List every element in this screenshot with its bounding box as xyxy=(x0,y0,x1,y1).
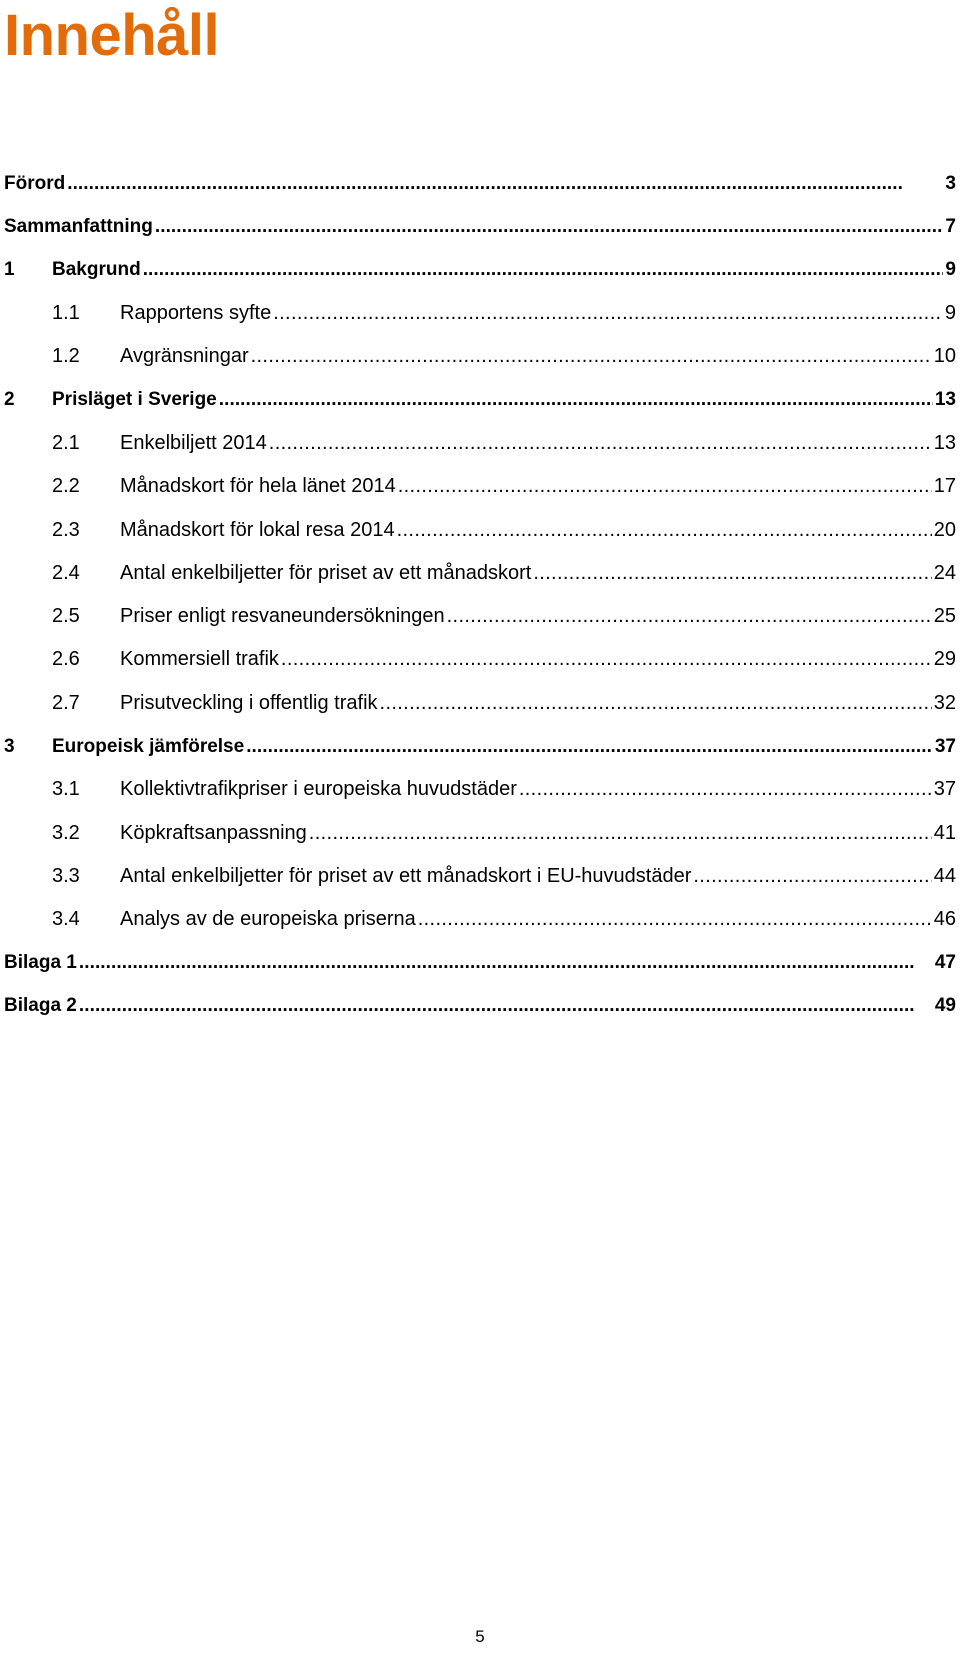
toc-entry-page: 9 xyxy=(945,259,956,281)
toc-entry-title: Bilaga 2 xyxy=(4,995,77,1017)
toc-entry-page: 13 xyxy=(933,431,956,454)
toc-entry-page: 9 xyxy=(944,302,956,325)
toc-entry-page: 46 xyxy=(933,908,956,931)
toc-entry-title: Antal enkelbiljetter för priset av ett månadskort i EU-huvudstäder xyxy=(120,864,692,887)
page-title: Innehåll xyxy=(4,3,220,68)
toc-entry-number: 3 xyxy=(4,735,15,757)
toc-entry-title: Prisläget i Sverige xyxy=(52,389,217,411)
toc-entry-page: 20 xyxy=(933,518,956,541)
toc-entry[interactable] xyxy=(4,292,956,335)
toc-dot-leader xyxy=(79,952,933,974)
toc-entry[interactable] xyxy=(4,855,956,898)
toc-entry-page: 32 xyxy=(933,691,956,714)
toc-entry-page: 25 xyxy=(933,605,956,628)
toc-entry-title: Analys av de europeiska priserna xyxy=(120,908,416,931)
toc-entry-number: 3.4 xyxy=(52,908,80,931)
toc-entry-title: Avgränsningar xyxy=(120,345,249,368)
toc-entry-number: 2.5 xyxy=(52,605,80,628)
toc-entry-title: Europeisk jämförelse xyxy=(52,735,245,757)
toc-dot-leader xyxy=(533,562,931,585)
toc-entry-number: 2 xyxy=(4,389,15,411)
toc-entry-page: 3 xyxy=(945,172,956,194)
toc-dot-leader xyxy=(246,736,933,758)
toc-entry-number: 2.1 xyxy=(52,431,80,454)
toc-entry[interactable] xyxy=(4,552,956,595)
toc-entry[interactable] xyxy=(4,638,956,681)
toc-dot-leader xyxy=(269,432,932,455)
toc-entry[interactable] xyxy=(4,682,956,725)
toc-entry[interactable] xyxy=(4,898,956,941)
toc-entry-page: 24 xyxy=(933,561,956,584)
toc-entry-title: Köpkraftsanpassning xyxy=(120,821,307,844)
toc-entry[interactable] xyxy=(4,768,956,811)
toc-entry-number: 1.2 xyxy=(52,345,80,368)
toc-entry-page: 29 xyxy=(933,648,956,671)
toc-entry-number: 2.6 xyxy=(52,648,80,671)
toc-entry-page: 7 xyxy=(945,215,956,237)
toc-entry[interactable] xyxy=(4,941,956,984)
toc-entry-page: 44 xyxy=(933,864,956,887)
toc-dot-leader xyxy=(397,519,932,542)
toc-entry[interactable] xyxy=(4,422,956,465)
toc-entry[interactable] xyxy=(4,162,956,205)
toc-entry-title: Månadskort för lokal resa 2014 xyxy=(120,518,395,541)
toc-entry[interactable] xyxy=(4,335,956,378)
toc-dot-leader xyxy=(398,475,932,498)
toc-entry-page: 41 xyxy=(933,821,956,844)
toc-entry-title: Antal enkelbiljetter för priset av ett månadskort xyxy=(120,561,532,584)
toc-entry-title: Kollektivtrafikpriser i europeiska huvudstäder xyxy=(120,778,517,801)
toc-entry-title: Rapportens syfte xyxy=(120,302,272,325)
toc-entry-title: Prisutveckling i offentlig trafik xyxy=(120,691,378,714)
toc-dot-leader xyxy=(79,995,933,1017)
table-of-contents xyxy=(4,162,956,1028)
toc-entry-page: 13 xyxy=(934,389,956,411)
toc-dot-leader xyxy=(143,259,944,281)
toc-entry-page: 17 xyxy=(933,475,956,498)
toc-entry-page: 49 xyxy=(934,995,956,1017)
toc-entry[interactable] xyxy=(4,811,956,854)
toc-entry-number: 1 xyxy=(4,259,15,281)
toc-entry-number: 2.4 xyxy=(52,561,80,584)
toc-entry[interactable] xyxy=(4,249,956,292)
toc-dot-leader xyxy=(281,648,932,671)
toc-dot-leader xyxy=(273,302,943,325)
toc-entry-number: 2.2 xyxy=(52,475,80,498)
toc-dot-leader xyxy=(519,778,932,801)
toc-entry[interactable] xyxy=(4,378,956,421)
toc-entry-title: Kommersiell trafik xyxy=(120,648,279,671)
toc-dot-leader xyxy=(219,389,933,411)
toc-dot-leader xyxy=(251,345,932,368)
page-number: 5 xyxy=(475,1627,485,1646)
toc-entry[interactable] xyxy=(4,508,956,551)
toc-entry[interactable] xyxy=(4,725,956,768)
toc-entry-title: Bakgrund xyxy=(52,259,141,281)
toc-entry-page: 47 xyxy=(934,951,956,973)
toc-entry-number: 2.3 xyxy=(52,518,80,541)
toc-entry[interactable] xyxy=(4,465,956,508)
toc-entry[interactable] xyxy=(4,985,956,1028)
toc-entry-page: 10 xyxy=(933,345,956,368)
toc-entry-number: 1.1 xyxy=(52,302,80,325)
toc-entry-number: 3.2 xyxy=(52,821,80,844)
toc-entry-title: Enkelbiljett 2014 xyxy=(120,431,267,454)
toc-dot-leader xyxy=(155,216,944,238)
toc-dot-leader xyxy=(309,822,932,845)
toc-entry-number: 3.1 xyxy=(52,778,80,801)
toc-dot-leader xyxy=(447,605,932,628)
toc-entry-page: 37 xyxy=(933,778,956,801)
toc-dot-leader xyxy=(380,692,932,715)
toc-entry-title: Sammanfattning xyxy=(4,215,153,237)
toc-entry[interactable] xyxy=(4,205,956,248)
toc-dot-leader xyxy=(67,173,943,195)
toc-entry-title: Priser enligt resvaneundersökningen xyxy=(120,605,445,628)
toc-entry-number: 3.3 xyxy=(52,864,80,887)
toc-entry[interactable] xyxy=(4,595,956,638)
toc-entry-title: Bilaga 1 xyxy=(4,951,77,973)
toc-entry-page: 37 xyxy=(934,735,956,757)
toc-dot-leader xyxy=(693,865,931,888)
toc-entry-title: Månadskort för hela länet 2014 xyxy=(120,475,396,498)
toc-entry-number: 2.7 xyxy=(52,691,80,714)
toc-dot-leader xyxy=(418,908,932,931)
toc-entry-title: Förord xyxy=(4,172,66,194)
